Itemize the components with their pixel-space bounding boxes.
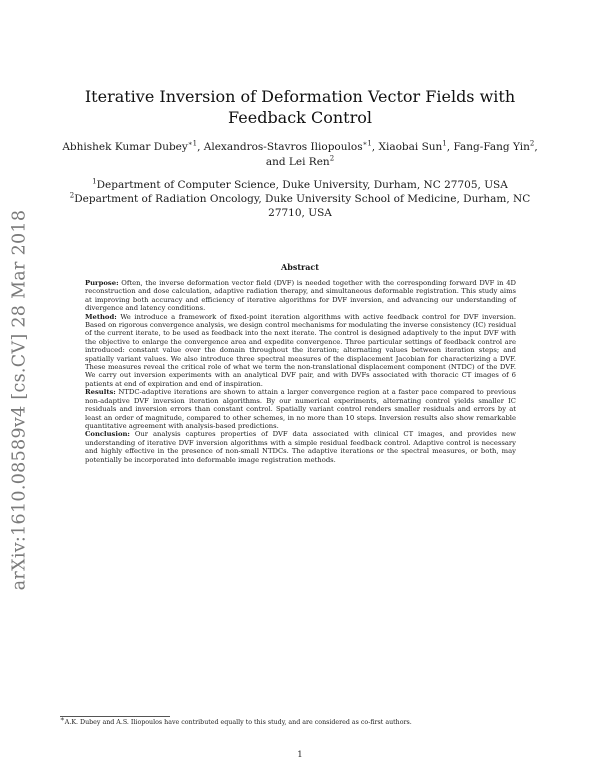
arxiv-side-stamp xyxy=(4,210,34,590)
author-affiliation-mark: 1 xyxy=(442,139,447,148)
author-name: Lei Ren xyxy=(288,156,330,168)
author-affiliation-mark: 2 xyxy=(529,139,535,148)
section-label: Results: xyxy=(85,388,116,397)
affiliation: $^1$Department of Computer Science, Duke University, Durham, NC 27705, USA xyxy=(92,177,508,191)
affiliation: $^2$Department of Radiation Oncology, Duke University School of Medicine, Durham, NC 27710, USA xyxy=(69,191,531,219)
author-name: Xiaobai Sun xyxy=(378,141,443,153)
author-list: Abhishek Kumar Dubey$^{∗1}$, Alexandros-Stavros Iliopoulos$^{∗1}$, Xiaobai Sun$^1$, Fang-Fang Yin$^2$, and Lei Ren$^2$ xyxy=(62,139,538,168)
author-name: Fang-Fang Yin xyxy=(453,141,530,153)
section-label: Purpose: xyxy=(85,279,119,287)
author-name: Alexandros-Stavros Iliopoulos xyxy=(203,141,363,153)
footnote-divider xyxy=(60,716,170,717)
abstract-results: Results: NTDC-adaptive iterations are shown to attain a larger convergence region at a faster pace compared to previous non-adaptive DVF inversion iteration algorithms. By our numerical experiments, alternating control yields smaller IC residuals and inversion errors than constant control. Spatially variant control renders smaller residuals and errors by at least an order of magnitude, compared to other schemes, in no more than 10 steps. Inversion results also show remarkable quantitative agreement with analysis-based predictions. xyxy=(85,388,516,430)
affiliations xyxy=(60,178,540,220)
footnote: ∗A.K. Dubey and A.S. Iliopoulos have contributed equally to this study, and are considered as co-first authors. xyxy=(60,715,412,727)
abstract-conclusion: Conclusion: Our analysis captures properties of DVF data associated with clinical CT images, and provides new understanding of iterative DVF inversion algorithms with a simple residual feedback control. Adaptive control is necessary and highly effective in the presence of non-small NTDCs. The adaptive iterations or the spectral measures, or both, may potentially be incorporated into deformable image registration methods. xyxy=(85,430,516,464)
abstract-body xyxy=(85,279,516,464)
section-label: Conclusion: xyxy=(85,430,130,439)
author-affiliation-mark: ∗1 xyxy=(187,139,198,148)
abstract-method: Method: We introduce a framework of fixed-point iteration algorithms with active feedback control for DVF inversion. Based on rigorous convergence analysis, we design control mechanisms for modulating the inverse consistency (IC) residual of the current iterate, to be used as feedback into the next iterate. The control is designed adaptively to the input DVF with the objective to enlarge the convergence area and expedite convergence. Three particular settings of feedback control are introduced: constant value over the domain throughout the iteration; alternating values between iteration steps; and spatially variant values. We also introduce three spectral measures of the displacement Jacobian for characterizing a DVF. These measures reveal the critical role of what we term the non-translational displacement component (NTDC) of the DVF. We carry out inversion experiments with an analytical DVF pair, and with DVFs associated with thoracic CT images of 6 patients at end of expiration and end of inspiration. xyxy=(85,312,517,388)
author-name: Abhishek Kumar Dubey xyxy=(62,141,188,153)
arxiv-identifier: arXiv:1610.08589v4 [cs.CV] 28 Mar 2018 xyxy=(9,209,30,591)
section-label: Method: xyxy=(85,312,117,321)
author-affiliation-mark: ∗1 xyxy=(362,139,372,148)
abstract-purpose: Purpose: Often, the inverse deformation vector field (DVF) is needed together with the corresponding forward DVF in 4D reconstruction and dose calculation, adaptive radiation therapy, and simultaneous deformable registration. This study aims at improving both accuracy and efficiency of iterative algorithms for DVF inversion, and advancing our understanding of divergence and latency conditions. xyxy=(85,279,516,313)
author-affiliation-mark: 2 xyxy=(329,154,335,163)
abstract-heading: Abstract xyxy=(281,262,319,272)
page-number: 1 xyxy=(297,750,303,760)
paper-title: Iterative Inversion of Deformation Vector Fields with Feedback Control xyxy=(84,87,516,127)
